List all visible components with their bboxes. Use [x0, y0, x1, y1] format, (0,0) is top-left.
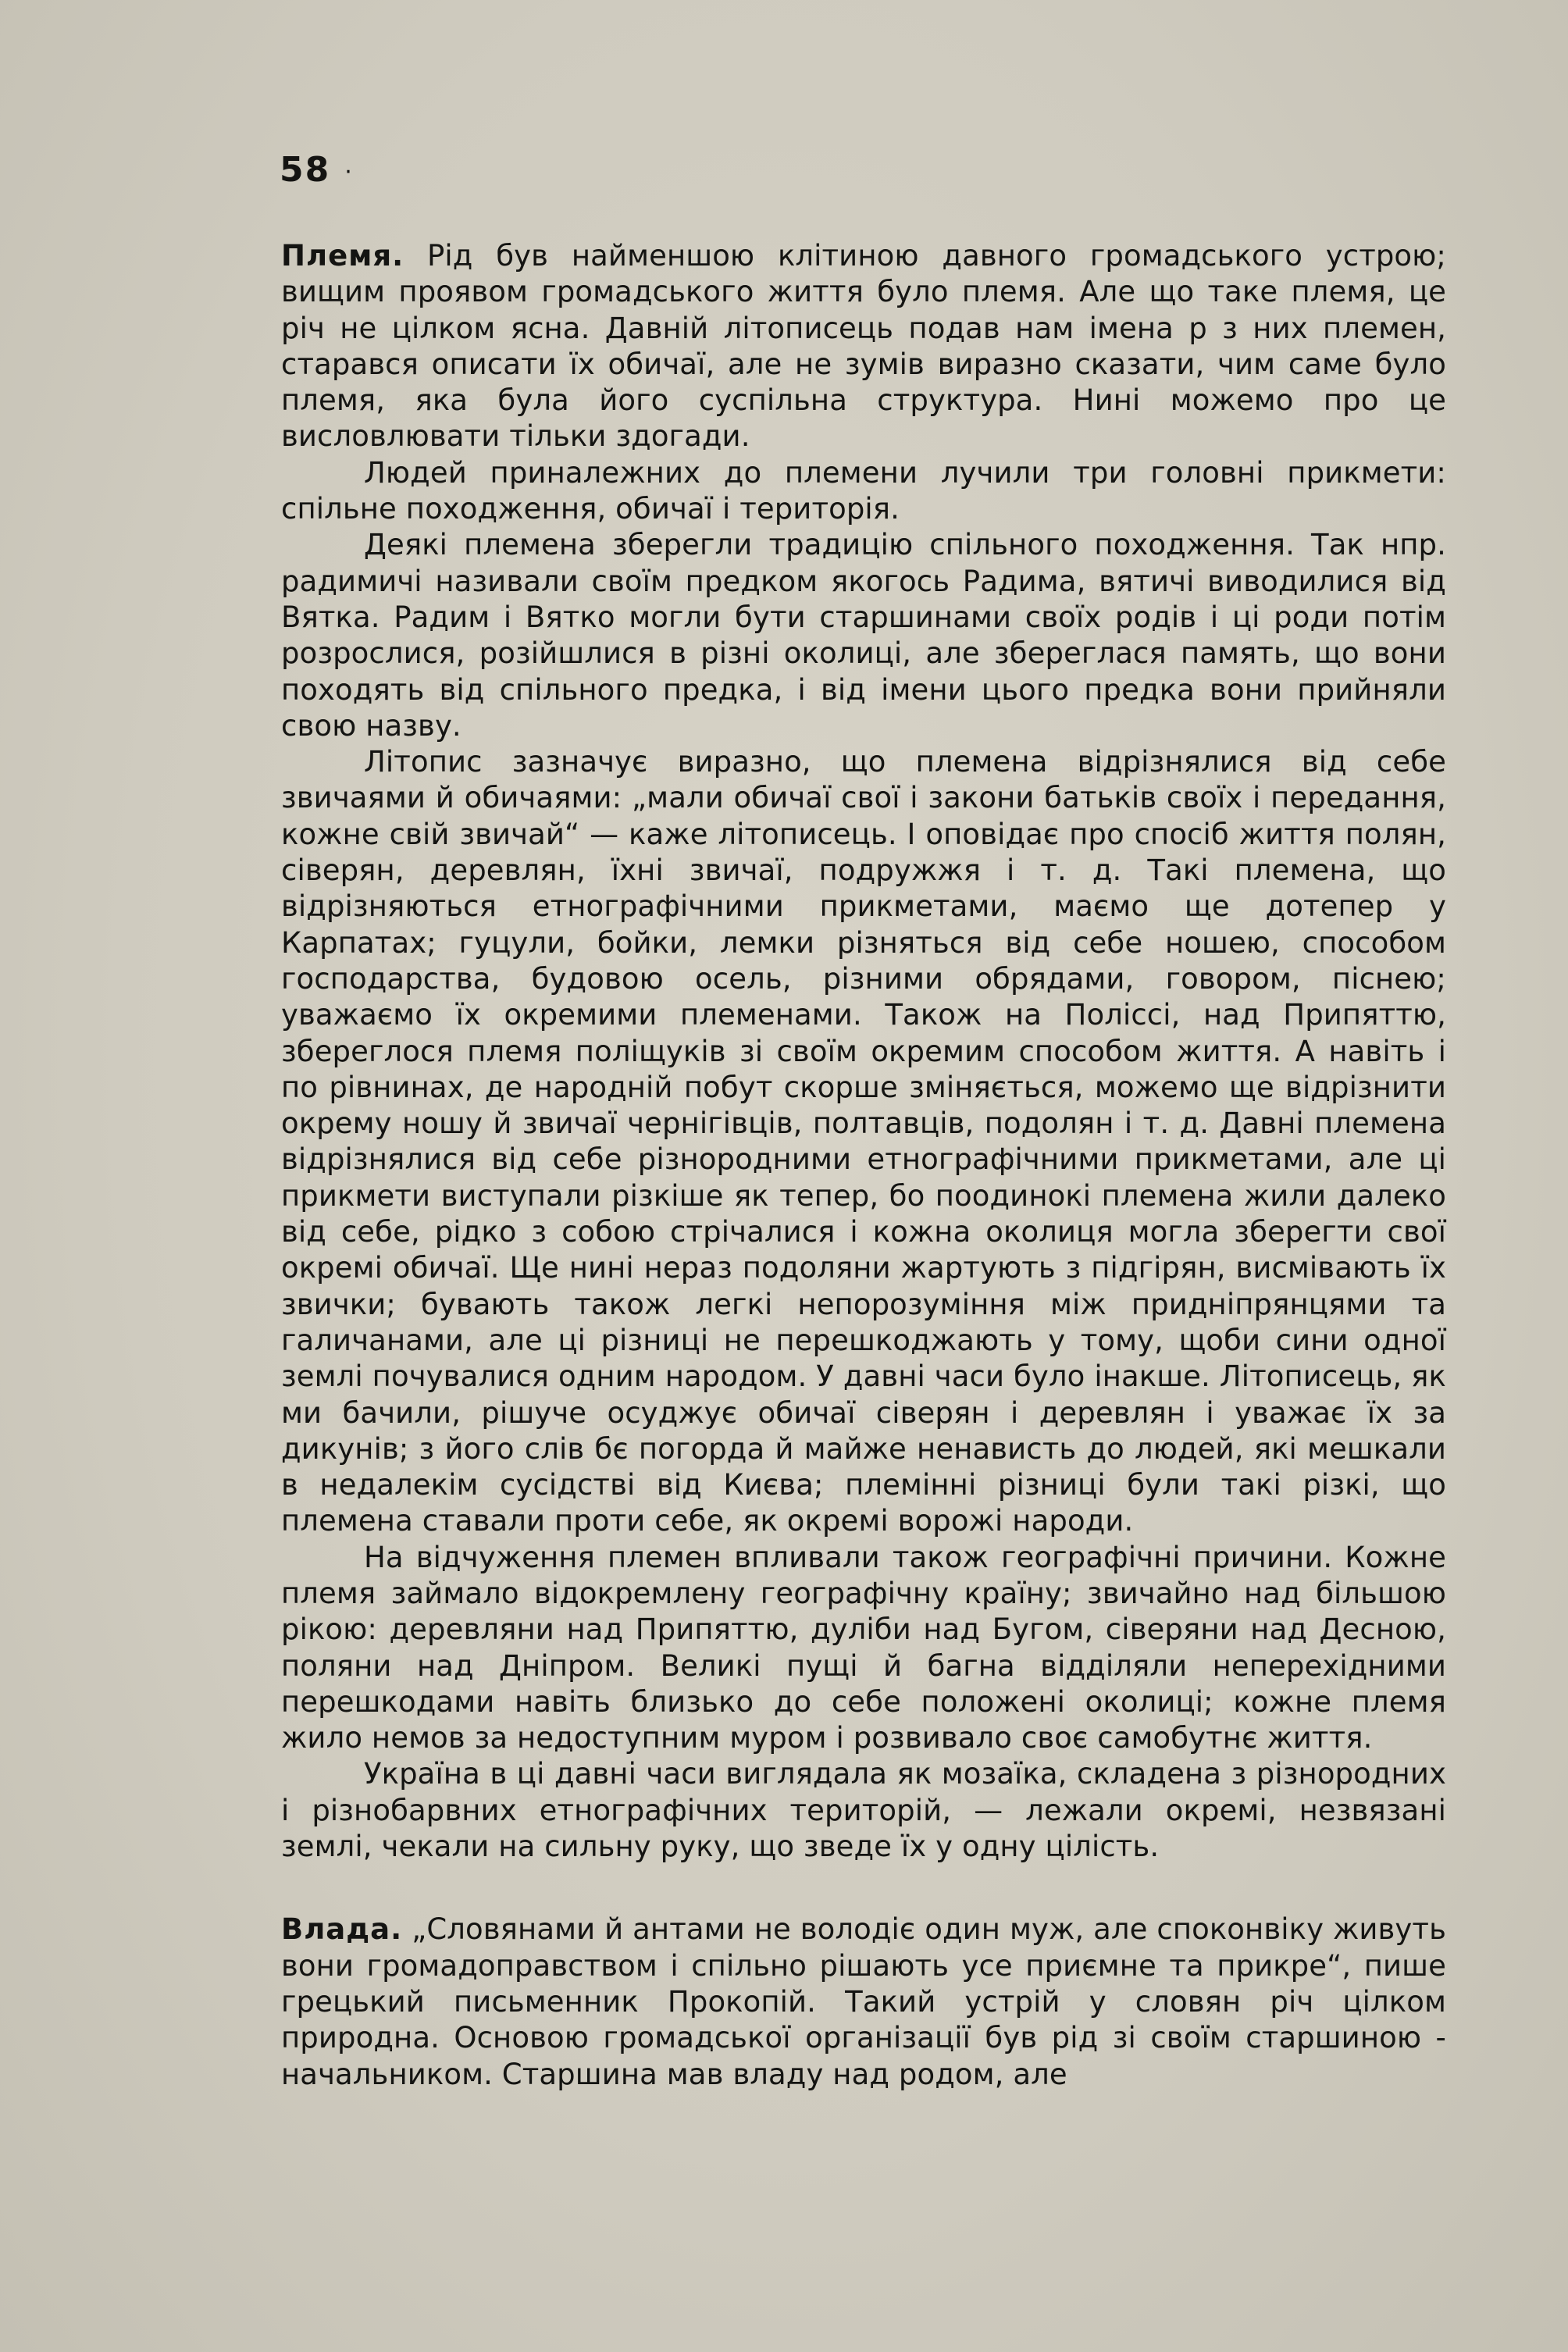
paragraph: Літопис зазначує виразно, що племена відрізнялися від себе звичаями й обичаями: „мали обичаї свої і закони батьків своїх і передання, кожне свій звичай“ — каже літописець. І оповідає про спосіб життя полян, сіверян, деревлян, їхні звичаї, подружжя і т. д. Такі племена, що відрізняються етнографічними прикметами, маємо ще дотепер у Карпатах; гуцули, бойки, лемки різняться від себе ношею, способом господарства, будовою осель, різними обрядами, говором, піснею; уважаємо їх окремими племенами. Також на Поліссі, над Припяттю, збереглося племя поліщуків зі своїм окремим способом життя. А навіть і по рівнинах, де народній побут скорше зміняється, можемо ще відрізнити окрему ношу й звичаї чернігівців, полтавців, подолян і т. д. Давні племена відрізнялися від себе різнородними етнографічними прикметами, але ці прикмети виступали різкіше як тепер, бо поодинокі племена жили далеко від себе, рідко з собою стрічалися і кожна околиця могла зберегти свої окремі обичаї. Ще нині нераз подоляни жартують з підгірян, висмівають їх звички; бувають також легкі непорозуміння між придніпрянцями та галичанами, але ці різниці не перешкоджають у тому, щоби сини одної землі почувалися одним народом. У давні часи було інакше. Літописець, як ми бачили, рішуче осуджує обичаї сіверян і деревлян і уважає їх за дикунів; з його слів бє погорда й майже ненависть до людей, які мешкали в недалекім сусідстві від Києва; племінні різниці були такі різкі, що племена ставали проти себе, як окремі ворожі народи. — [281, 745, 1446, 1538]
section-vlada — [281, 1912, 1446, 2092]
page-number — [280, 150, 354, 190]
page-number-value: 58 — [280, 150, 331, 190]
paragraph — [281, 238, 1446, 455]
section-plemya — [281, 238, 1446, 1865]
page-body — [281, 238, 1446, 2093]
paragraph: Людей приналежних до племени лучили три головні прикмети: спільне походження, обичаї і територія. — [281, 455, 1446, 526]
page-number-mark: · — [344, 158, 354, 186]
paragraph: Деякі племена зберегли традицію спільного походження. Так нпр. радимичі називали своїм предком якогось Радима, вятичі виводилися від Вятка. Радим і Вятко могли бути старшинами своїх родів і ці роди потім розрослися, розійшлися в різні околиці, але збереглася память, що вони походять від спільного предка, і від імени цього предка вони прийняли свою назву. — [281, 528, 1446, 743]
paragraph — [281, 1912, 1446, 2092]
paragraph: На відчуження племен впливали також географічні причини. Кожне племя займало відокремлену географічну країну; звичайно над більшою рікою: деревляни над Припяттю, дуліби над Бугом, сіверяни над Десною, поляни над Дніпром. Великі пущі й багна відділяли неперехідними перешкодами навіть близько до себе положені околиці; кожне племя жило немов за недоступним муром і розвивало своє самобутнє життя. — [281, 1540, 1446, 1755]
paragraph: Україна в ці давні часи виглядала як мозаїка, складена з різнородних і різнобарвних етнографічних територій, — лежали окремі, незвязані землі, чекали на сильну руку, що зведе їх у одну цілість. — [281, 1757, 1446, 1864]
section-heading: Влада. — [281, 1912, 403, 1947]
paragraph-text: „Словянами й антами не володіє один муж, але споконвіку живуть вони громадоправством і спільно рішають усе приємне та прикре“, пише грецький письменник Прокопій. Такий устрій у словян річ цілком природна. Основою громадської організації був рід зі своїм старшиною - начальником. Старшина мав владу над родом, але — [281, 1912, 1446, 2091]
section-heading: Племя. — [281, 239, 404, 273]
paragraph-text: Рід був найменшою клітиною давного громадського устрою; вищим проявом громадського життя було племя. Але що таке племя, це річ не цілком ясна. Давній літописець подав нам імена р з них племен, старався описати їх обичаї, але не зумів виразно сказати, чим саме було племя, яка була його суспільна структура. Нині можемо про це висловлювати тільки здогади. — [281, 239, 1446, 454]
